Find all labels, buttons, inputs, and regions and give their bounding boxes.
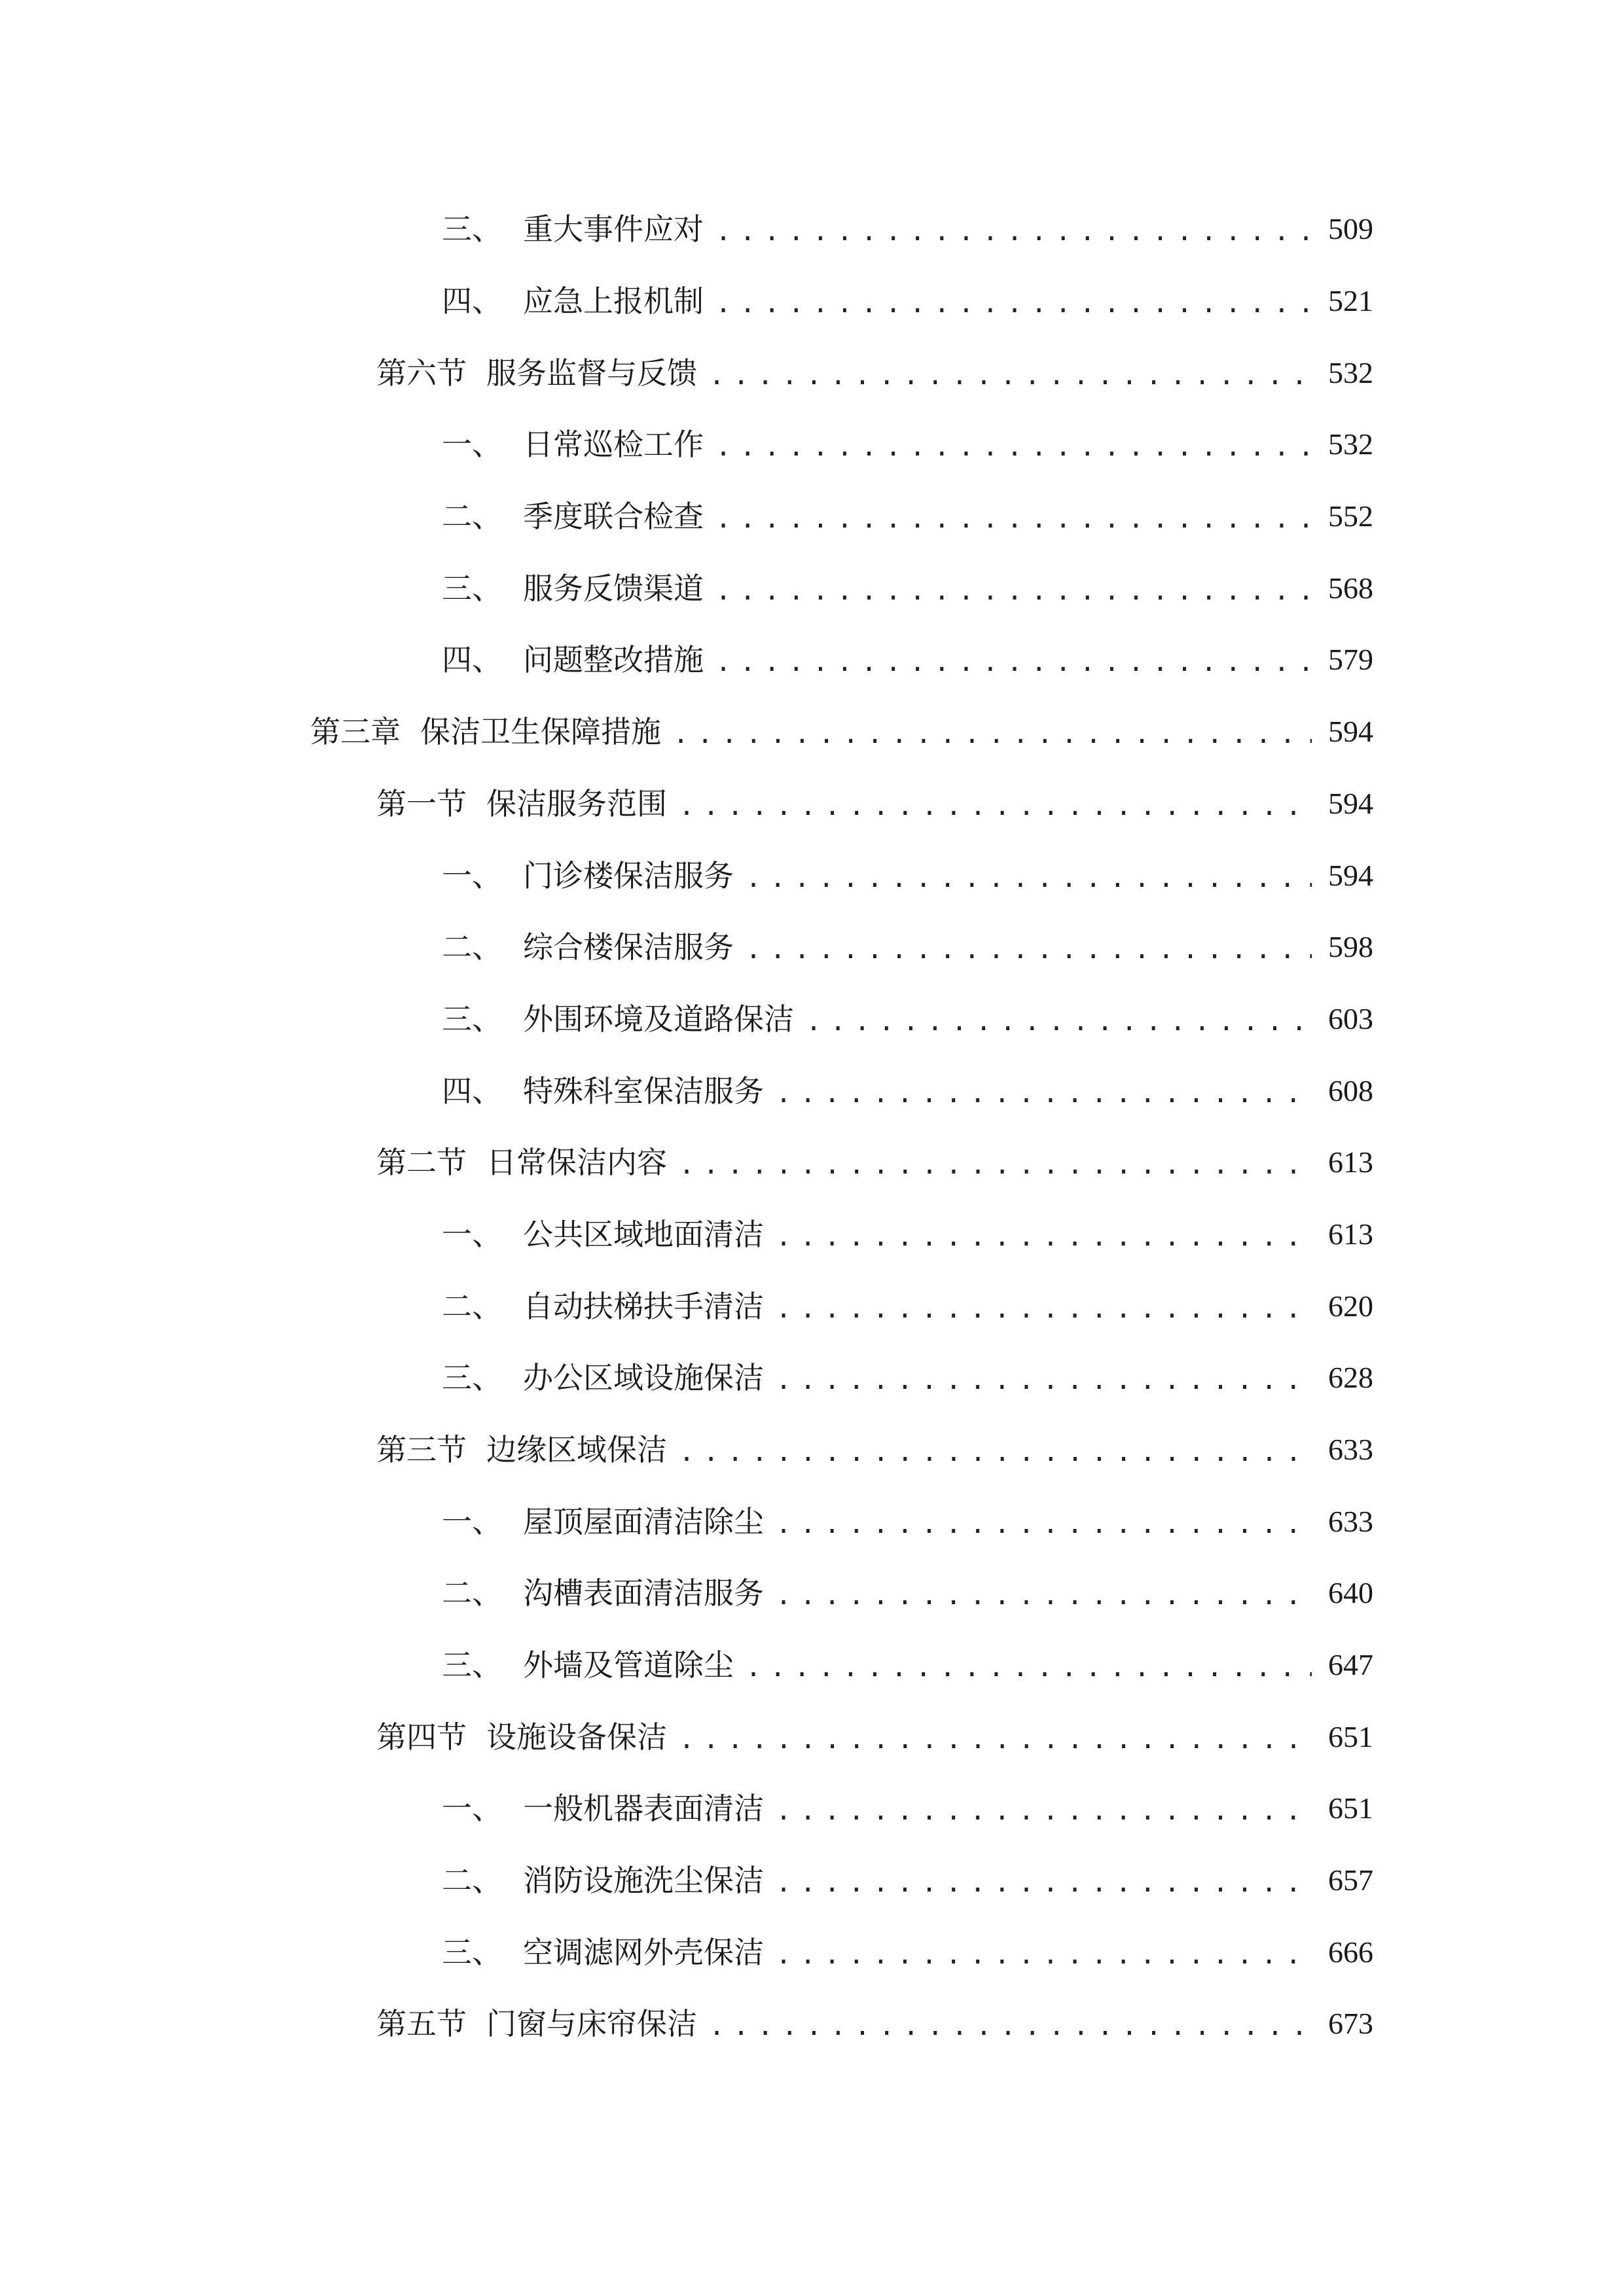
toc-entry-page: 613 — [1328, 1217, 1373, 1251]
toc-entry[interactable] — [376, 1136, 1373, 1189]
toc-entry-page: 594 — [1328, 859, 1373, 892]
toc-entry-page: 651 — [1328, 1791, 1373, 1825]
toc-entry-page: 594 — [1328, 715, 1373, 748]
toc-entry-number: 第二节 — [376, 1145, 467, 1180]
toc-entry-number: 第一节 — [376, 786, 467, 821]
toc-entry-page: 666 — [1328, 1935, 1373, 1969]
toc-entry-title: 应急上报机制 — [523, 283, 704, 319]
toc-entry-title: 重大事件应对 — [523, 211, 704, 247]
dot-leader — [776, 1785, 1312, 1837]
dot-leader — [776, 1067, 1312, 1120]
toc-entry[interactable] — [310, 706, 1373, 758]
dot-leader — [715, 565, 1312, 617]
toc-entry-title: 季度联合检查 — [523, 499, 704, 534]
dot-leader — [679, 1713, 1312, 1766]
toc-entry-number: 一、 — [442, 1791, 502, 1826]
toc-entry-number: 三、 — [442, 211, 502, 247]
toc-entry-number: 一、 — [442, 1504, 502, 1539]
toc-entry[interactable] — [442, 993, 1373, 1045]
toc-entry-number: 四、 — [442, 283, 502, 319]
dot-leader — [776, 1570, 1312, 1622]
toc-entry[interactable] — [442, 1926, 1373, 1979]
toc-entry-title: 门窗与床帘保洁 — [486, 2006, 697, 2041]
dot-leader — [709, 350, 1312, 402]
toc-entry-title: 消防设施洗尘保洁 — [523, 1863, 764, 1898]
toc-entry-number: 三、 — [442, 1360, 502, 1395]
toc-entry-number: 一、 — [442, 427, 502, 462]
toc-entry-page: 613 — [1328, 1145, 1373, 1179]
toc-entry-page: 579 — [1328, 643, 1373, 676]
toc-entry-number: 三、 — [442, 1647, 502, 1683]
toc-entry[interactable] — [442, 921, 1373, 973]
toc-entry-title: 日常巡检工作 — [523, 427, 704, 462]
toc-entry-title: 保洁服务范围 — [486, 786, 667, 821]
toc-entry[interactable] — [442, 1352, 1373, 1404]
toc-entry-page: 568 — [1328, 571, 1373, 605]
dot-leader — [673, 708, 1312, 761]
toc-entry[interactable] — [442, 850, 1373, 902]
toc-entry-number: 一、 — [442, 1217, 502, 1252]
toc-entry[interactable] — [442, 275, 1373, 327]
dot-leader — [776, 1857, 1312, 1909]
toc-entry-number: 三、 — [442, 1001, 502, 1037]
toc-entry-number: 一、 — [442, 858, 502, 893]
toc-entry-page: 620 — [1328, 1289, 1373, 1323]
dot-leader — [776, 1929, 1312, 1981]
toc-entry-page: 521 — [1328, 284, 1373, 317]
toc-entry-title: 沟槽表面清洁服务 — [523, 1575, 764, 1611]
dot-leader — [709, 2000, 1312, 2053]
toc-entry[interactable] — [376, 1998, 1373, 2050]
toc-entry-title: 问题整改措施 — [523, 642, 704, 677]
toc-entry-number: 二、 — [442, 1863, 502, 1898]
toc-entry[interactable] — [442, 1639, 1373, 1691]
toc-entry-title: 服务监督与反馈 — [486, 355, 697, 391]
toc-entry-number: 第五节 — [376, 2006, 467, 2041]
dot-leader — [679, 780, 1312, 833]
toc-entry-title: 一般机器表面清洁 — [523, 1791, 764, 1826]
toc-entry-page: 633 — [1328, 1433, 1373, 1466]
toc-entry-page: 532 — [1328, 427, 1373, 461]
toc-entry-page: 608 — [1328, 1074, 1373, 1107]
toc-entry-title: 服务反馈渠道 — [523, 571, 704, 606]
toc-entry-page: 673 — [1328, 2007, 1373, 2040]
toc-entry-title: 日常保洁内容 — [486, 1145, 667, 1180]
toc-entry-page: 603 — [1328, 1002, 1373, 1035]
dot-leader — [806, 996, 1312, 1048]
toc-entry-title: 屋顶屋面清洁除尘 — [523, 1504, 764, 1539]
toc-entry-title: 公共区域地面清洁 — [523, 1217, 764, 1252]
toc-entry-number: 二、 — [442, 1289, 502, 1324]
dot-leader — [715, 206, 1312, 258]
dot-leader — [715, 421, 1312, 473]
dot-leader — [679, 1426, 1312, 1479]
dot-leader — [715, 493, 1312, 545]
toc-entry-page: 628 — [1328, 1361, 1373, 1394]
toc-entry-number: 第六节 — [376, 355, 467, 391]
toc-entry[interactable] — [442, 418, 1373, 471]
toc-entry-title: 自动扶梯扶手清洁 — [523, 1289, 764, 1324]
toc-entry-title: 办公区域设施保洁 — [523, 1360, 764, 1395]
toc-entry[interactable] — [442, 562, 1373, 615]
toc-entry[interactable] — [376, 778, 1373, 830]
dot-leader — [679, 1139, 1312, 1191]
toc-entry-page: 633 — [1328, 1505, 1373, 1538]
toc-entry-page: 509 — [1328, 212, 1373, 245]
toc-entry[interactable] — [442, 1496, 1373, 1548]
toc-entry-title: 外围环境及道路保洁 — [523, 1001, 794, 1037]
dot-leader — [776, 1354, 1312, 1407]
toc-entry-page: 647 — [1328, 1648, 1373, 1681]
toc-entry-number: 三、 — [442, 1935, 502, 1970]
toc-entry-title: 设施设备保洁 — [486, 1719, 667, 1755]
toc-entry[interactable] — [442, 203, 1373, 255]
toc-entry[interactable] — [442, 490, 1373, 543]
dot-leader — [776, 1498, 1312, 1551]
toc-entry[interactable] — [442, 1567, 1373, 1619]
dot-leader — [715, 278, 1312, 330]
toc-entry[interactable] — [442, 1782, 1373, 1835]
toc-entry-number: 第四节 — [376, 1719, 467, 1755]
toc-entry-title: 空调滤网外壳保洁 — [523, 1935, 764, 1970]
toc-entry-title: 保洁卫生保障措施 — [420, 714, 661, 749]
toc-entry-title: 外墙及管道除尘 — [523, 1647, 734, 1683]
dot-leader — [776, 1211, 1312, 1263]
toc-entry[interactable] — [376, 347, 1373, 399]
toc-entry[interactable] — [376, 1711, 1373, 1763]
dot-leader — [746, 924, 1312, 976]
toc-entry-page: 651 — [1328, 1720, 1373, 1753]
toc-entry-number: 二、 — [442, 929, 502, 965]
toc-entry-number: 第三章 — [310, 714, 401, 749]
toc-entry-page: 532 — [1328, 356, 1373, 389]
toc-entry-number: 二、 — [442, 499, 502, 534]
toc-entry-page: 640 — [1328, 1576, 1373, 1609]
toc-entry-number: 四、 — [442, 1073, 502, 1109]
toc-entry-page: 552 — [1328, 499, 1373, 533]
toc-entry-page: 598 — [1328, 930, 1373, 963]
toc-entry-title: 特殊科室保洁服务 — [523, 1073, 764, 1109]
toc-entry-number: 三、 — [442, 571, 502, 606]
toc-entry[interactable] — [442, 1208, 1373, 1261]
toc-entry[interactable] — [442, 634, 1373, 686]
toc-entry-number: 二、 — [442, 1575, 502, 1611]
dot-leader — [746, 852, 1312, 905]
dot-leader — [715, 636, 1312, 689]
dot-leader — [776, 1283, 1312, 1335]
toc-entry-title: 门诊楼保洁服务 — [523, 858, 734, 893]
toc-entry[interactable] — [376, 1424, 1373, 1476]
toc-entry[interactable] — [442, 1065, 1373, 1117]
toc-entry-number: 第三节 — [376, 1432, 467, 1467]
toc-entry-page: 657 — [1328, 1863, 1373, 1897]
toc-entry-page: 594 — [1328, 787, 1373, 820]
dot-leader — [746, 1641, 1312, 1694]
toc-entry-title: 综合楼保洁服务 — [523, 929, 734, 965]
toc-entry-title: 边缘区域保洁 — [486, 1432, 667, 1467]
toc-entry[interactable] — [442, 1280, 1373, 1333]
toc-entry-number: 四、 — [442, 642, 502, 677]
toc-entry[interactable] — [442, 1854, 1373, 1907]
